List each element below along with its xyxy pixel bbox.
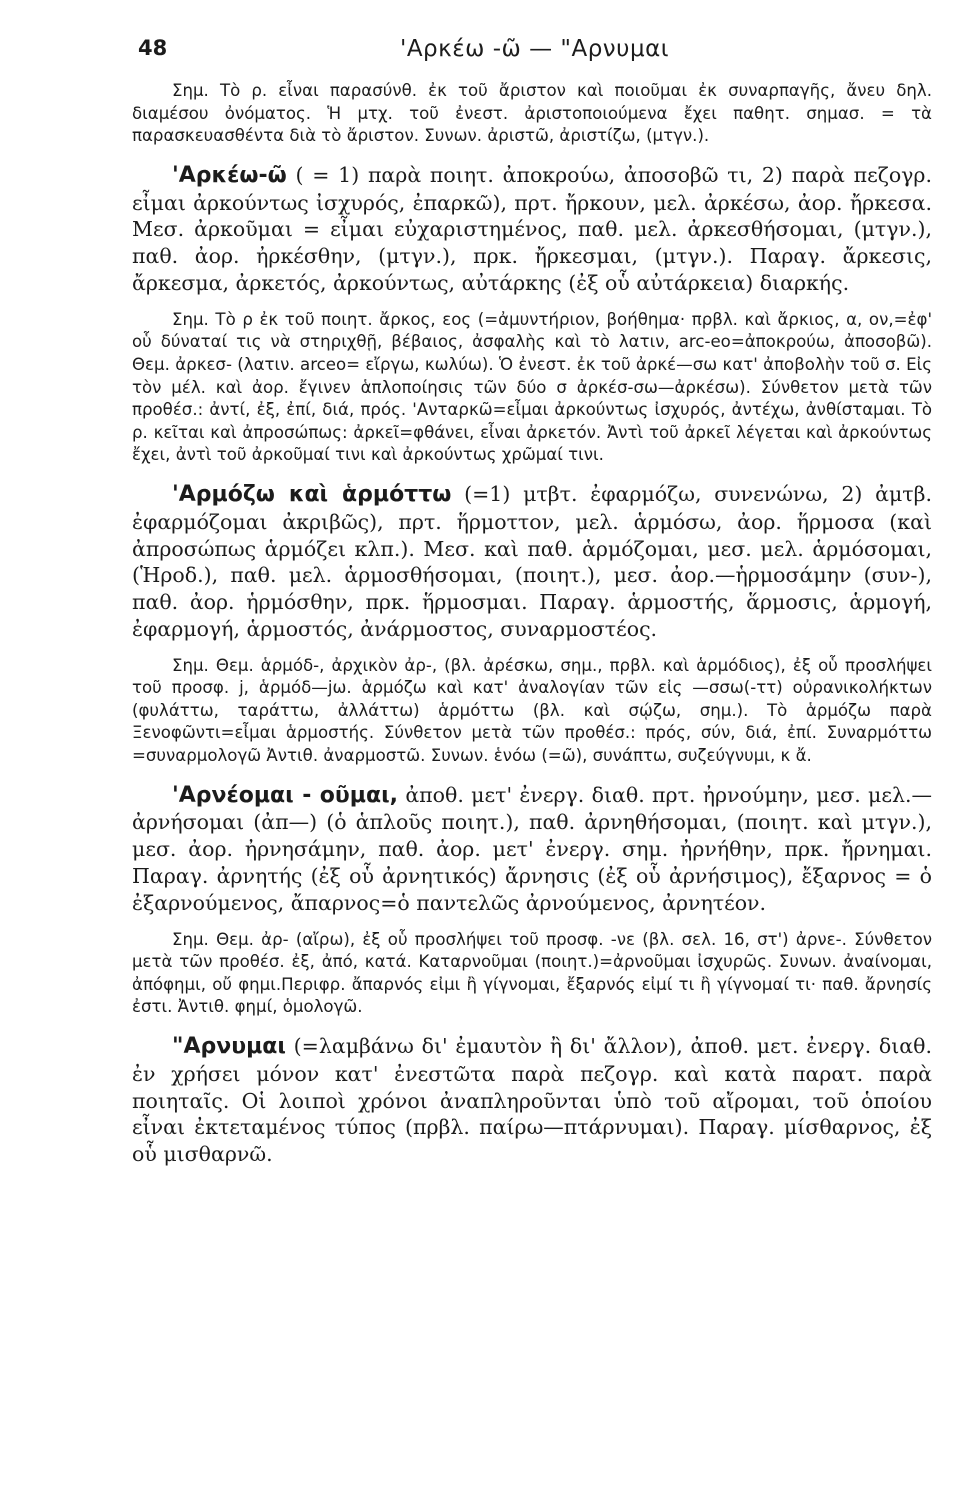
headword: 'Αρκέω-ῶ (172, 162, 287, 188)
entry-text: (=1) μτβτ. ἐφαρμόζω, συνενώνω, 2) ἀμτβ. ἐφαρμόζομαι ἀκριβῶς), πρτ. ἥρμοττον, μελ. ἁρμόσω, ἀορ. ἥρμοσα (καὶ ἀπροσώπως ἁρμόζει κλπ.). Μεσ. καὶ παθ. ἁρμόζομαι, μεσ. μελ. ἁρμόσομαι, (Ἡροδ.), παθ. μελ. ἁρμοσθήσομαι, (ποιητ.), μεσ. ἀορ.—ἡρμοσάμην (συν-), παθ. ἀορ. ἡρμόσθην, πρκ. ἥρμοσμαι. Παραγ. ἁρμοστής, ἅρμοσις, ἁρμογή, ἐφαρμογή, ἁρμοστός, ἀνάρμοστος, συναρμοστέος. (132, 481, 932, 641)
page-number: 48 (138, 36, 168, 60)
page-header (0, 28, 963, 68)
note-arkeo: Σημ. Τὸ ρ ἐκ τοῦ ποιητ. ἄρκος, εος (=ἀμυντήριον, βοήθημα· πρβλ. καὶ ἄρκιος, α, ον,=ἐφ' οὗ δύναταί τις νὰ στηριχθῇ, βέβαιος, ἀσφαλὴς καὶ τὸ λατιν, arc-eo=ἀποκρούω, ἀποσοβῶ). Θεμ. ἀρκεσ- (λατιν. arceo= εἴργω, κωλύω). Ὁ ἐνεστ. ἐκ τοῦ ἀρκέ—σω κατ' ἀποβολὴν τοῦ σ. Εἰς τὸν μέλ. καὶ ἀορ. ἔγινεν ἁπλοποίησις τῶν δύο σ ἀρκέσ-σω—ἀρκέσω). Σύνθετον μετὰ τῶν προθέσ.: ἀντί, ἐξ, ἐπί, διά, πρός. 'Ανταρκῶ=εἶμαι ἀρκούντως ἰσχυρός, ἀντέχω, ἀνθίσταμαι. Τὸ ρ. κεῖται καὶ ἀπροσώπως: ἀρκεῖ=φθάνει, εἶναι ἀρκετόν. Ἀντὶ τοῦ ἀρκεῖ λέγεται καὶ ἀρκούντως ἔχει, ἀντὶ τοῦ ἀρκοῦμαί τινι καὶ ἀρκούντως χρῶμαί τινι. (132, 309, 932, 465)
headword: "Αρνυμαι (172, 1034, 286, 1060)
entry-text: ( = 1) παρὰ ποιητ. ἀποκρούω, ἀποσοβῶ τι, 2) παρὰ πεζογρ. εἶμαι ἀρκούντως ἰσχυρός, ἐπαρκῶ), πρτ. ἤρκουν, μελ. ἀρκέσω, ἀορ. ἤρκεσα. Μεσ. ἀρκοῦμαι = εἶμαι εὐχαριστημένος, παθ. μελ. ἀρκεσθήσομαι, (μτγν.), παθ. ἀορ. ἠρκέσθην, (μτγν.), πρκ. ἤρκεσμαι, (μτγν.). Παραγ. ἄρκεσις, ἄρκεσμα, ἀρκετός, ἀρκούντως, αὐτάρκης (ἐξ οὗ αὐτάρκεια) διαρκής. (132, 162, 932, 295)
note-harmozo: Σημ. Θεμ. ἁρμόδ-, ἀρχικὸν ἀρ-, (βλ. ἀρέσκω, σημ., πρβλ. καὶ ἁρμόδιος), ἐξ οὗ προσλήψει τοῦ προσφ. j, ἁρμόδ—jω. ἁρμόζω καὶ κατ' ἀναλογίαν τῶν εἰς —σσω(-ττ) οὐρανικολήκτων (φυλάττω, ταράττω, ἀλλάττω) ἁρμόττω (βλ. καὶ σῴζω, σημ.). Τὸ ἁρμόζω παρὰ Ξενοφῶντι=εἶμαι ἁρμοστής. Σύνθετον μετὰ τῶν προθέσ.: πρός, σύν, διά, ἐπί. Συναρμόττω =συναρμολογῶ Ἀντιθ. ἀναρμοστῶ. Συνων. ἑνόω (=ῶ), συνάπτω, συζεύγνυμι, κ ἄ. (132, 655, 932, 766)
entry-text: (=λαμβάνω δι' ἐμαυτὸν ἢ δι' ἄλλον), ἀποθ. μετ. ἐνεργ. διαθ. ἐν χρήσει μόνον κατ' ἐνεστῶτα παρὰ πεζογρ. καὶ κατὰ παρατ. παρὰ ποιηταῖς. Οἱ λοιποὶ χρόνοι ἀναπληροῦνται ὑπὸ τοῦ αἴρομαι, τοῦ ὁποίου εἶναι ἐκτεταμένος τύπος (πρβλ. παίρω—πτάρνυμαι). Παραγ. μίσθαρνος, ἐξ οὗ μισθαρνῶ. (132, 1034, 932, 1167)
note-aristopoioumai: Σημ. Τὸ ρ. εἶναι παρασύνθ. ἐκ τοῦ ἄριστον καὶ ποιοῦμαι ἐκ συναρπαγῆς, ἄνευ δηλ. διαμέσου ὀνόματος. Ἡ μτχ. τοῦ ἐνεστ. ἀριστοποιούμενα ἔχει παθητ. σημασ. = τὰ παρασκευασθέντα διὰ τὸ ἄριστον. Συνων. ἀριστῶ, ἀριστίζω, (μτγν.). (132, 81, 932, 146)
entry-arneomai (132, 782, 932, 917)
entry-text: ἀποθ. μετ' ἐνεργ. διαθ. πρτ. ἠρνούμην, μεσ. μελ.—ἀρνήσομαι (ἀπ—) (ὁ ἁπλοῦς ποιητ.), παθ. ἀρνηθήσομαι, (ποιητ. καὶ μτγν.), μεσ. ἀορ. ἠρνησάμην, παθ. ἀορ. μετ' ἐνεργ. σημ. ἠρνήθην, πρκ. ἤρνημαι. Παραγ. ἀρνητής (ἐξ οὗ ἀρνητικός) ἄρνησις (ἐξ οὗ ἀρνήσιμος), ἔξαρνος = ὁ ἐξαρνούμενος, ἄπαρνος=ὁ παντελῶς ἀρνούμενος, ἀρνητέον. (132, 782, 932, 915)
entry-harmozo (132, 481, 932, 643)
entry-arnymai (132, 1033, 932, 1168)
entry-arkeo (132, 162, 932, 297)
page-body (132, 80, 932, 1180)
headword: 'Αρνέομαι - οῦμαι, (172, 782, 398, 808)
headword: 'Αρμόζω καὶ ἁρμόττω (172, 481, 452, 507)
running-head: 'Αρκέω -ῶ — "Αρνυμαι (400, 36, 670, 62)
note-arneomai: Σημ. Θεμ. ἀρ- (αἴρω), ἐξ οὗ προσλήψει τοῦ προσφ. -νε (βλ. σελ. 16, στ') ἀρνε-. Σύνθετον μετὰ τῶν προθέσ. ἐξ, ἀπό, κατά. Καταρνοῦμαι (ποιητ.)=ἀρνοῦμαι ἰσχυρῶς. Συνων. ἀναίνομαι, ἀπόφημι, οὔ φημι.Περιφρ. ἄπαρνός εἰμι ἢ γίγνομαι, ἔξαρνός εἰμί τι ἢ γίγνομαί τι· παθ. ἄρνησίς ἐστι. Ἀντιθ. φημί, ὁμολογῶ. (132, 929, 932, 1017)
